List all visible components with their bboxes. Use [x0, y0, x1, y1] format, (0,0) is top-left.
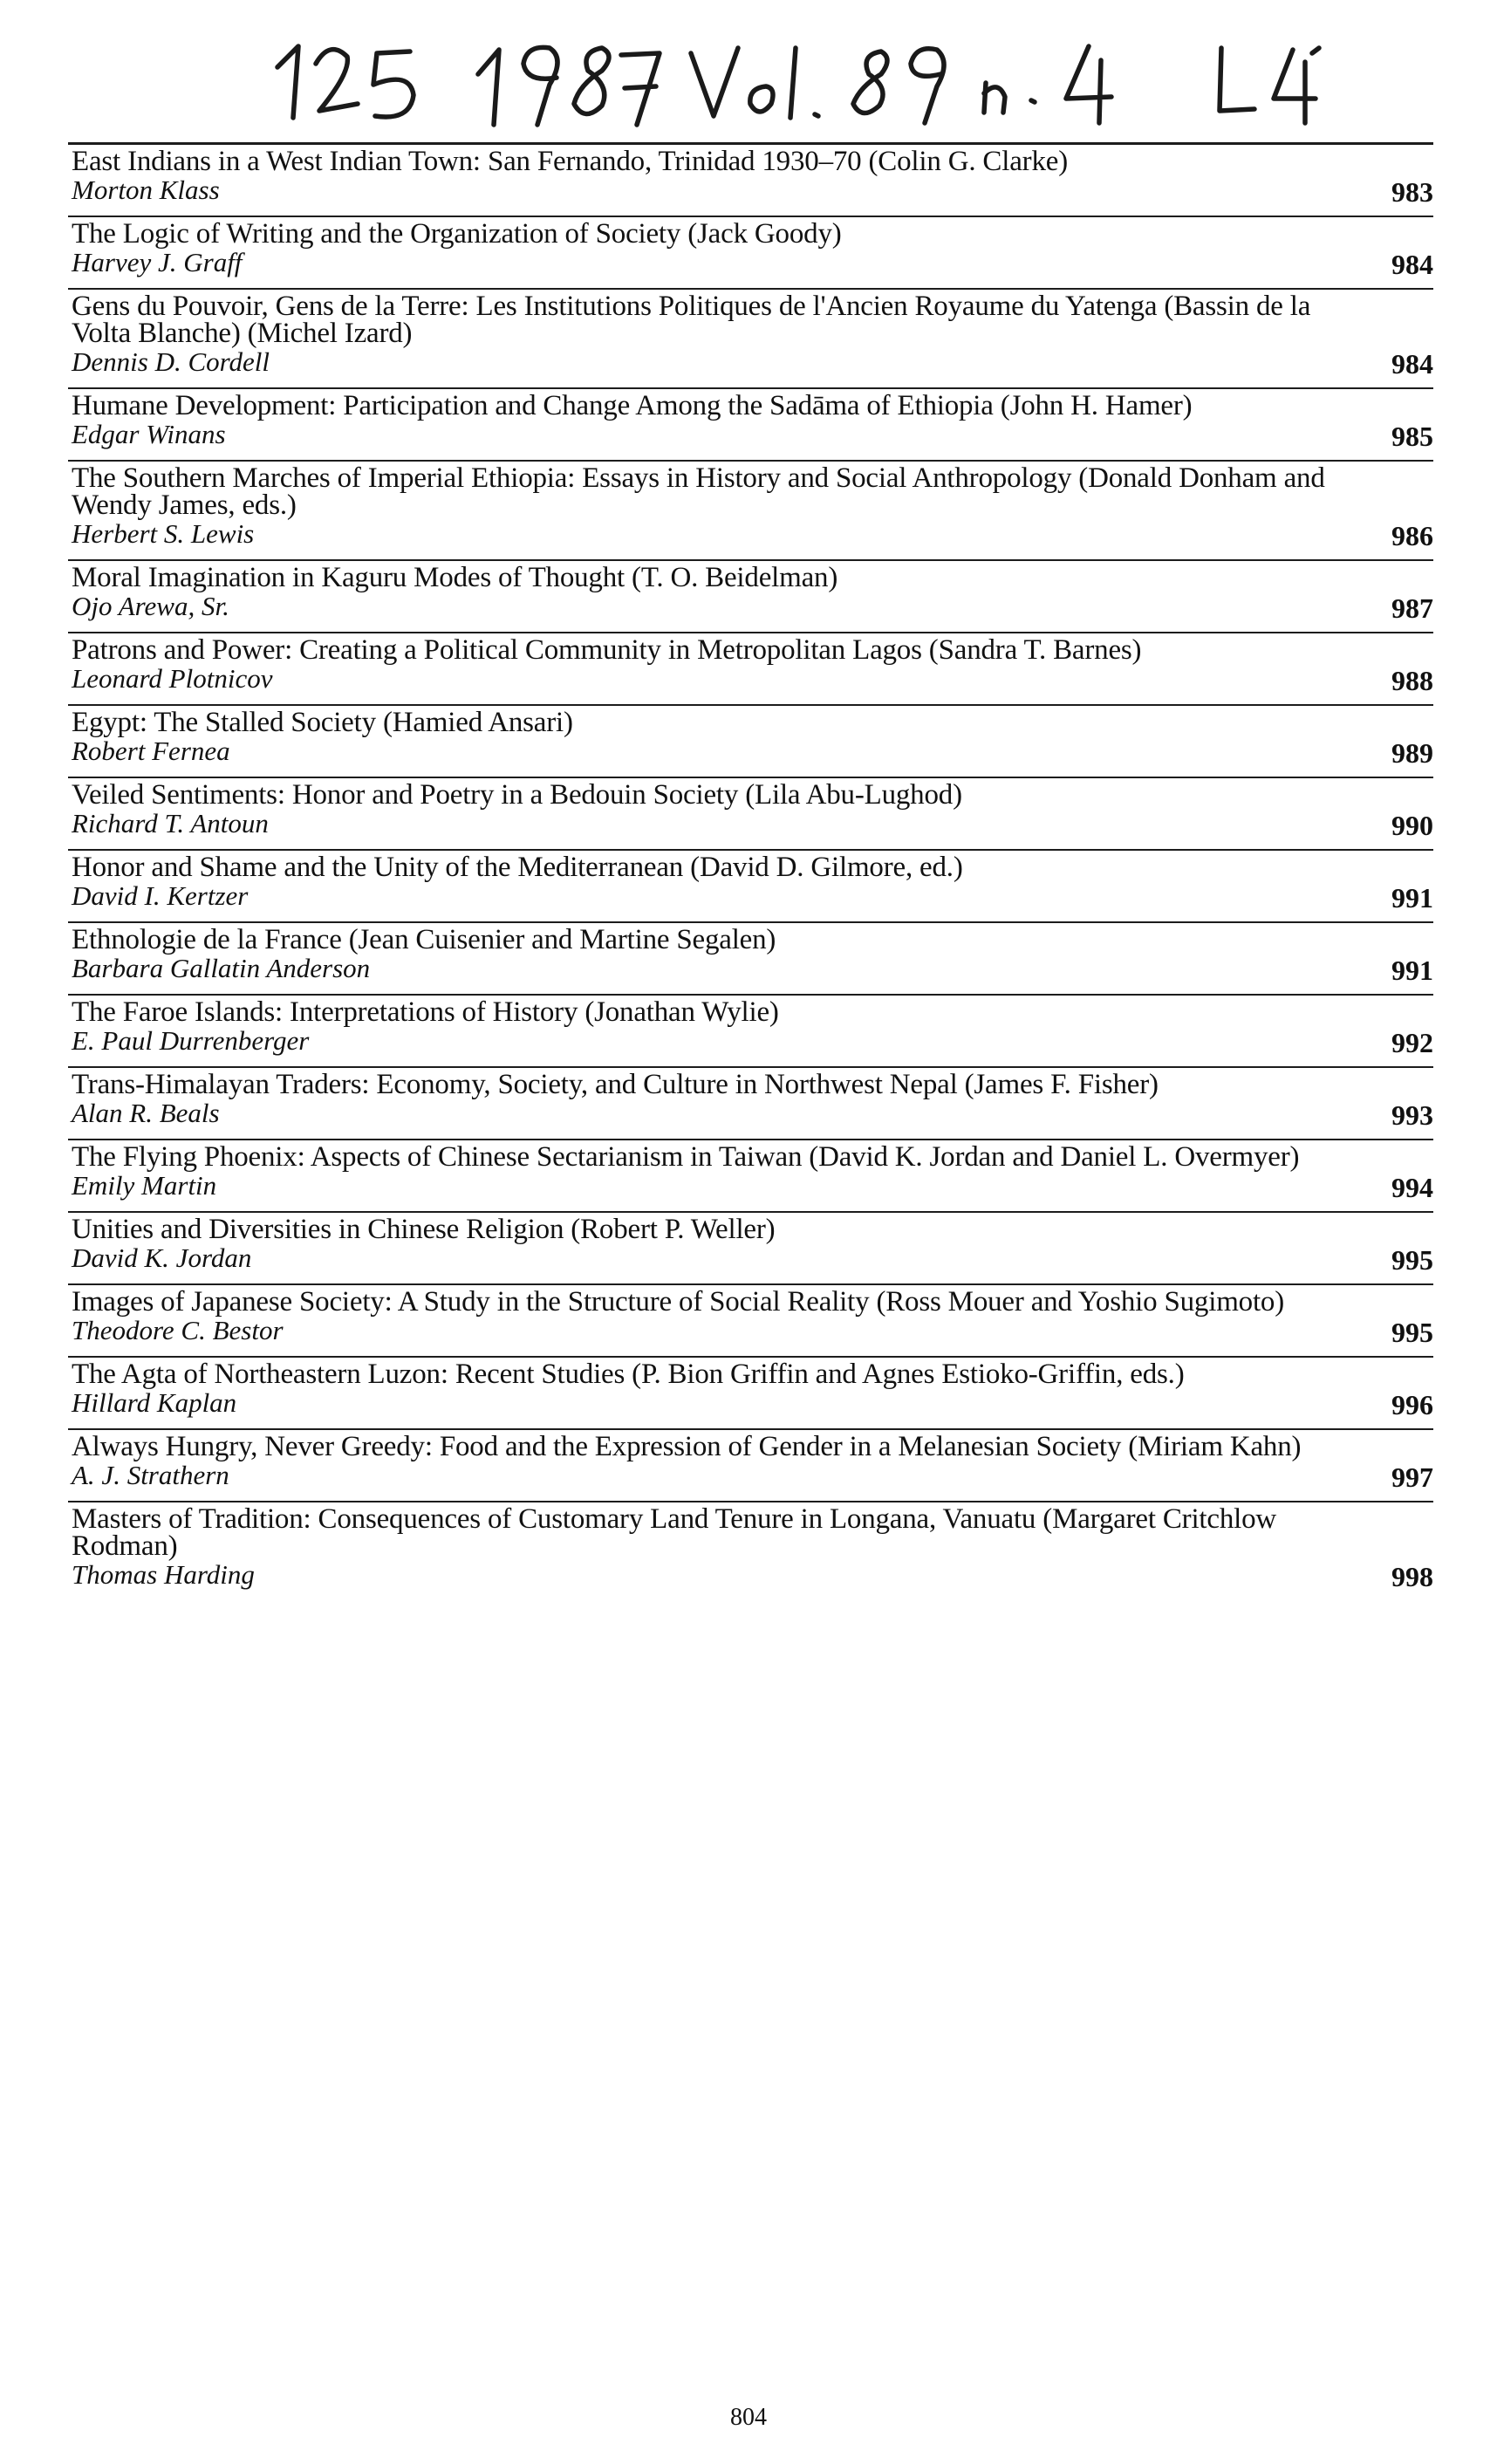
book-title: Honor and Shame and the Unity of the Mediterranean (David D. Gilmore, ed.) [72, 852, 963, 883]
review-entry [68, 1501, 1433, 1600]
book-title: The Southern Marches of Imperial Ethiopia: Essays in History and Social Anthropology (Donald Donham and Wendy James, eds.) [72, 462, 1325, 521]
reviewer-name: Edgar Winans [72, 419, 226, 449]
page-number: 987 [1391, 592, 1433, 624]
page-number: 985 [1391, 421, 1433, 452]
review-entry [68, 142, 1433, 216]
review-list [68, 142, 1433, 1600]
review-entry [68, 849, 1433, 921]
page-number: 984 [1391, 348, 1433, 380]
review-entry [68, 704, 1433, 777]
book-title: Images of Japanese Society: A Study in the Structure of Social Reality (Ross Mouer and Yoshio Sugimoto) [72, 1286, 1285, 1318]
page-number: 995 [1391, 1317, 1433, 1348]
page-number: 986 [1391, 520, 1433, 551]
reviewer-name: Leonard Plotnicov [72, 663, 273, 694]
review-entry [68, 1066, 1433, 1139]
page-number: 989 [1391, 737, 1433, 769]
review-entry [68, 1356, 1433, 1428]
book-title: Moral Imagination in Kaguru Modes of Thought (T. O. Beidelman) [72, 562, 838, 593]
book-title: The Logic of Writing and the Organization of Society (Jack Goody) [72, 218, 842, 250]
book-title: Humane Development: Participation and Change Among the Sadāma of Ethiopia (John H. Hamer) [72, 390, 1193, 421]
page-number: 994 [1391, 1172, 1433, 1203]
page-number: 984 [1391, 249, 1433, 280]
page-number: 988 [1391, 665, 1433, 696]
page-number: 997 [1391, 1461, 1433, 1493]
review-entry [68, 1428, 1433, 1501]
review-entry [68, 994, 1433, 1066]
reviewer-name: Emily Martin [72, 1170, 217, 1201]
book-title: Trans-Himalayan Traders: Economy, Society, and Culture in Northwest Nepal (James F. Fisher) [72, 1069, 1159, 1100]
review-entry [68, 632, 1433, 704]
reviewer-name: David I. Kertzer [72, 880, 249, 911]
review-entry [68, 460, 1433, 559]
review-entry [68, 288, 1433, 387]
page-number: 996 [1391, 1389, 1433, 1420]
page-number: 983 [1391, 176, 1433, 208]
page-number: 993 [1391, 1099, 1433, 1131]
handwritten-annotation [0, 13, 1497, 135]
page-number: 998 [1391, 1561, 1433, 1592]
reviewer-name: Alan R. Beals [72, 1098, 220, 1128]
book-title: East Indians in a West Indian Town: San Fernando, Trinidad 1930–70 (Colin G. Clarke) [72, 146, 1068, 177]
page-number: 992 [1391, 1027, 1433, 1058]
reviewer-name: Barbara Gallatin Anderson [72, 953, 371, 983]
reviewer-name: Morton Klass [72, 175, 220, 205]
review-entry [68, 559, 1433, 632]
page-number: 995 [1391, 1244, 1433, 1276]
book-title: Always Hungry, Never Greedy: Food and the Expression of Gender in a Melanesian Society (Miriam Kahn) [72, 1431, 1302, 1462]
book-title: Gens du Pouvoir, Gens de la Terre: Les Institutions Politiques de l'Ancien Royaume du Yatenga (Bassin de la Volta Blanche) (Michel Izard) [72, 291, 1311, 349]
review-entry [68, 921, 1433, 994]
review-entry [68, 387, 1433, 460]
page-number: 991 [1391, 882, 1433, 914]
page-folio: 804 [730, 2404, 767, 2431]
book-title: The Agta of Northeastern Luzon: Recent Studies (P. Bion Griffin and Agnes Estioko-Griffin, eds.) [72, 1359, 1185, 1390]
reviewer-name: Dennis D. Cordell [72, 346, 270, 377]
book-title: Egypt: The Stalled Society (Hamied Ansari) [72, 707, 573, 738]
book-title: Masters of Tradition: Consequences of Customary Land Tenure in Longana, Vanuatu (Margaret Critchlow Rodman) [72, 1503, 1277, 1562]
reviewer-name: A. J. Strathern [72, 1460, 229, 1490]
review-entry [68, 216, 1433, 288]
page-number: 990 [1391, 810, 1433, 841]
reviewer-name: Richard T. Antoun [72, 808, 269, 838]
book-title: Ethnologie de la France (Jean Cuisenier and Martine Segalen) [72, 924, 776, 955]
review-entry [68, 1211, 1433, 1283]
reviewer-name: Thomas Harding [72, 1559, 255, 1590]
reviewer-name: David K. Jordan [72, 1242, 252, 1273]
reviewer-name: Herbert S. Lewis [72, 518, 255, 549]
reviewer-name: Harvey J. Graff [72, 247, 243, 277]
review-entry [68, 1139, 1433, 1211]
reviewer-name: E. Paul Durrenberger [72, 1025, 310, 1056]
page-number: 991 [1391, 955, 1433, 986]
reviewer-name: Hillard Kaplan [72, 1387, 237, 1418]
review-entry [68, 1283, 1433, 1356]
reviewer-name: Theodore C. Bestor [72, 1315, 284, 1345]
reviewer-name: Robert Fernea [72, 736, 230, 766]
review-entry [68, 777, 1433, 849]
book-title: Veiled Sentiments: Honor and Poetry in a Bedouin Society (Lila Abu-Lughod) [72, 779, 962, 811]
book-title: The Faroe Islands: Interpretations of History (Jonathan Wylie) [72, 996, 779, 1028]
book-title: Patrons and Power: Creating a Political Community in Metropolitan Lagos (Sandra T. Barnes) [72, 634, 1142, 666]
book-title: The Flying Phoenix: Aspects of Chinese Sectarianism in Taiwan (David K. Jordan and Daniel L. Overmyer) [72, 1141, 1300, 1173]
book-title: Unities and Diversities in Chinese Religion (Robert P. Weller) [72, 1214, 776, 1245]
reviewer-name: Ojo Arewa, Sr. [72, 591, 229, 621]
